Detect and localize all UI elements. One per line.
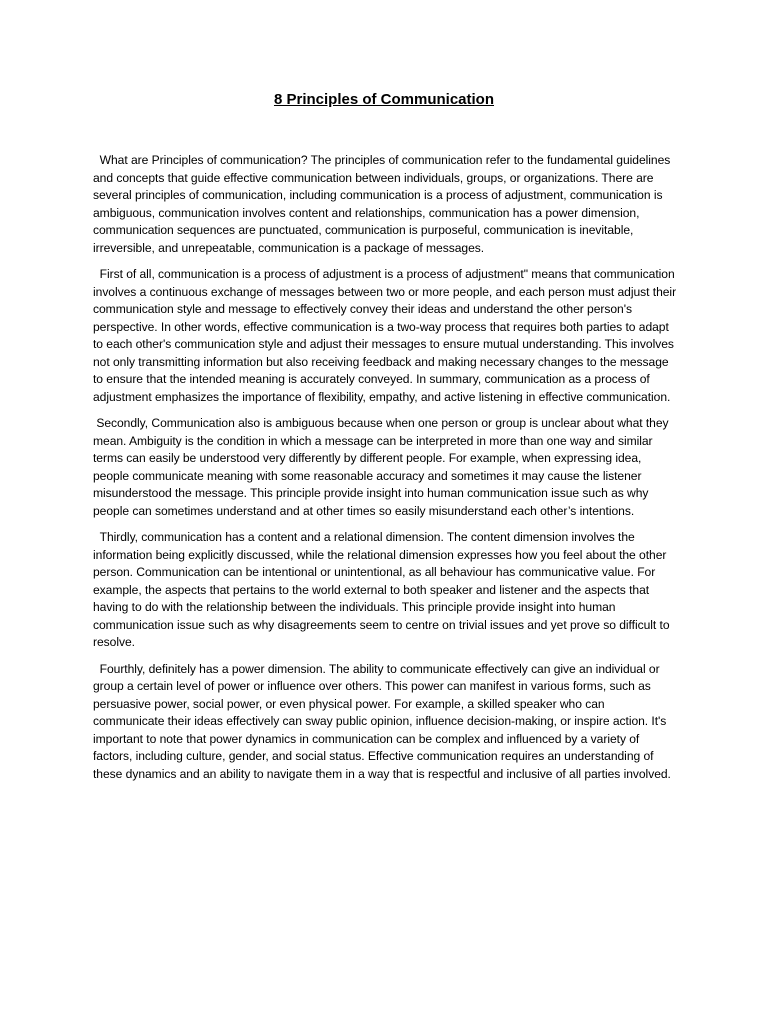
paragraph-content-relational: Thirdly, communication has a content and a relational dimension. The content dimension involves the information being explicitly discussed, while the relational dimension expresses how you feel about the other person. Communication can be intentional or unintentional, as all behaviour has communicative value. For example, the aspects that pertains to the world external to both speaker and listener and the aspects that having to do with the relationship between the individuals. This principle provide insight into human communication issue such as why disagreements seem to centre on trivial issues and yet prove so difficult to resolve.	[93, 530, 673, 649]
paragraph-power: Fourthly, definitely has a power dimension. The ability to communicate effectively can give an individual or group a certain level of power or influence over others. This power can manifest in various forms, such as persuasive power, social power, or even physical power. For example, a skilled speaker who can communicate their ideas effectively can sway public opinion, influence decision-making, or inspire action. It's important to note that power dynamics in communication can be complex and influenced by a variety of factors, including culture, gender, and social status. Effective communication requires an understanding of these dynamics and an ability to navigate them in a way that is respectful and inclusive of all parties involved.	[93, 661, 671, 781]
paragraph-adjustment: First of all, communication is a process of adjustment is a process of adjustment" means that communication involves a continuous exchange of messages between two or more people, and each person must adjust their communication style and message to effectively convey their ideas and understand the other person's perspective. In other words, effective communication is a two-way process that requires both parties to adapt to each other's communication style and adjust their messages to ensure mutual understanding. This involves not only transmitting information but also receiving feedback and making necessary changes to the message to ensure that the intended meaning is accurately conveyed. In summary, communication as a process of adjustment emphasizes the importance of flexibility, empathy, and active listening in effective communication.	[93, 267, 680, 404]
document-title: 8 Principles of Communication	[273, 91, 495, 108]
document-body	[93, 152, 678, 792]
paragraph-ambiguous: Secondly, Communication also is ambiguous because when one person or group is unclear about what they mean. Ambiguity is the condition in which a message can be interpreted in more than one way and similar terms can easily be understood very differently by different people. For example, when expressing idea, people communicate meaning with some reasonable accuracy and sometimes it may cause the listener misunderstood the message. This principle provide insight into human communication issue such as why people can sometimes understand and at other times so easily misunderstand each other’s intentions.	[93, 416, 672, 518]
paragraph-intro: What are Principles of communication? The principles of communication refer to the fundamental guidelines and concepts that guide effective communication between individuals, groups, or organizations. There are several principles of communication, including communication is a process of adjustment, communication is ambiguous, communication involves content and relationships, communication has a power dimension, communication sequences are punctuated, communication is purposeful, communication is inevitable, irreversible, and unrepeatable, communication is a package of messages.	[93, 153, 674, 255]
